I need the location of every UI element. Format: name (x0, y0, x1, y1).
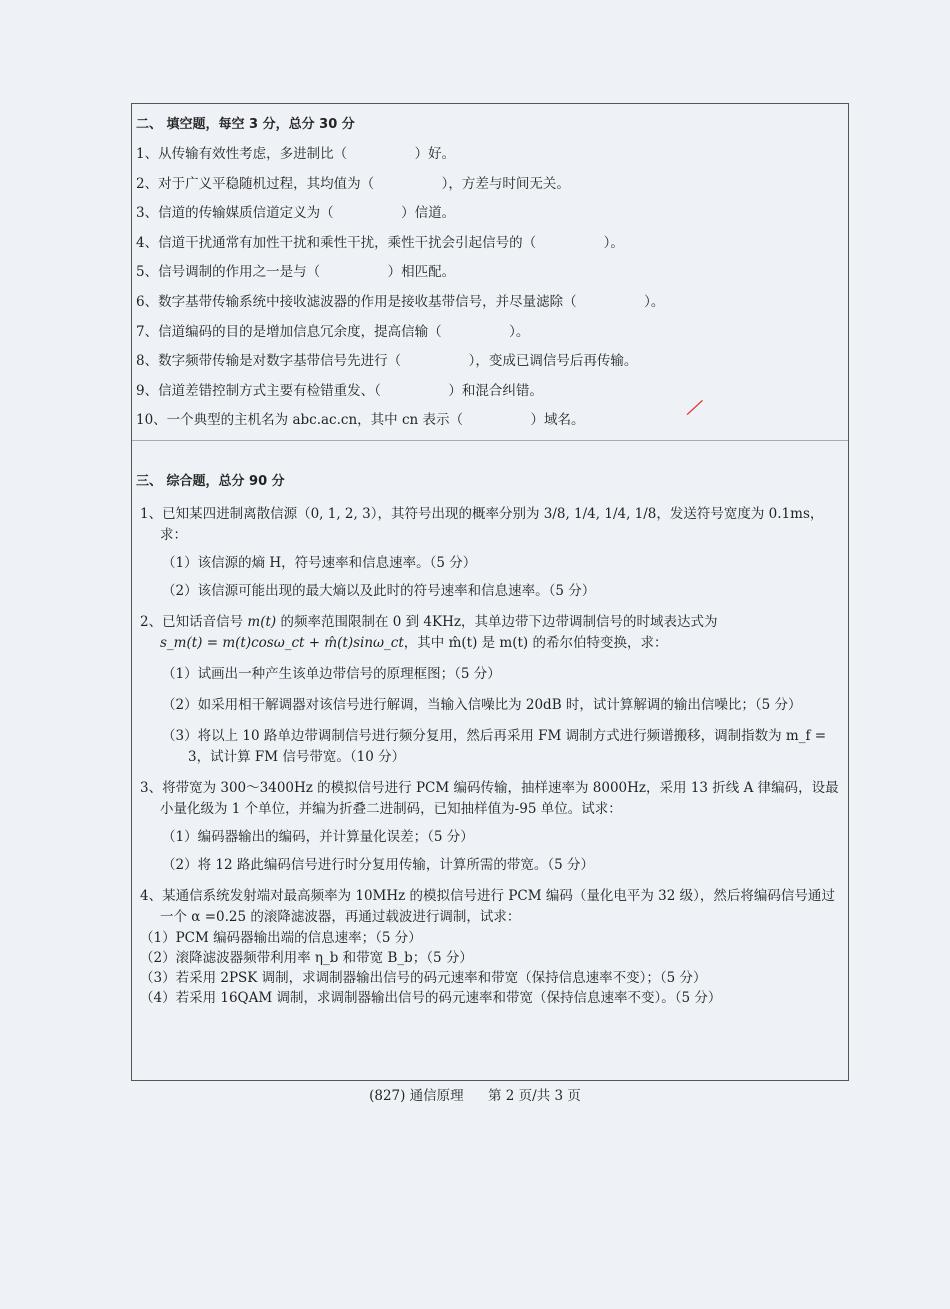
sub-question: （1）该信源的熵 H，符号速率和信息速率。（5 分） (162, 555, 477, 571)
comprehensive-section (132, 467, 848, 1008)
red-pen-mark: ╱ (687, 396, 703, 419)
question-stem: 1、已知某四进制离散信源（0, 1, 2, 3），其符号出现的概率分别为 3/8, 1/4, 1/4, 1/8，发送符号宽度为 0.1ms，求： (140, 506, 824, 543)
fill-item-9: 9、信道差错控制方式主要有检错重发、（ ）和混合纠错。 (136, 382, 543, 399)
fill-item-3: 3、信道的传输媒质信道定义为（ ）信道。 (136, 205, 456, 222)
question-formula-line: s_m(t) = m(t)cosω_ct + m̂(t)sinω_ct，其中 m̂(t) 是 m(t) 的希尔伯特变换，求： (160, 635, 668, 651)
sub-question: （1）试画出一种产生该单边带信号的原理框图；（5 分） (162, 666, 501, 682)
question-2 (136, 612, 848, 768)
page-footer (0, 1084, 950, 1104)
question-stem: 4、某通信系统发射端对最高频率为 10MHz 的模拟信号进行 PCM 编码（量化电平为 32 级），然后将编码信号通过一个 α =0.25 的滚降滤波器，再通过载波进行调制，试求： (140, 888, 835, 925)
formula: s_m(t) = m(t)cosω_ct + m̂(t)sinω_ct (160, 635, 404, 651)
question-1 (136, 504, 848, 602)
sub-question: （1）编码器输出的编码，并计算量化误差；（5 分） (162, 829, 474, 845)
section-divider (132, 440, 848, 441)
section-title: 二、 填空题，每空 3 分，总分 30 分 (136, 117, 355, 132)
question-stem: 3、将带宽为 300～3400Hz 的模拟信号进行 PCM 编码传输，抽样速率为 8000Hz，采用 13 折线 A 律编码，设最小量化级为 1 个单位，并编为折叠二进制码，已知抽样值为-95 单位。试求： (140, 780, 839, 817)
sub-question: （2）滚降滤波器频带利用率 η_b 和带宽 B_b；（5 分） (140, 950, 473, 966)
question-3 (136, 778, 848, 876)
sub-question: （2）该信源可能出现的最大熵以及此时的符号速率和信息速率。（5 分） (162, 583, 596, 599)
sub-question: （3）若采用 2PSK 调制，求调制器输出信号的码元速率和带宽（保持信息速率不变）；（5 分） (140, 970, 707, 986)
sub-question: （1）PCM 编码器输出端的信息速率；（5 分） (140, 930, 422, 946)
sub-question: （3）将以上 10 路单边带调制信号进行频分复用，然后再采用 FM 调制方式进行频谱搬移，调制指数为 m_f = 3，试计算 FM 信号带宽。（10 分） (162, 728, 827, 765)
fill-item-10: 10、一个典型的主机名为 abc.ac.cn，其中 cn 表示（ ）域名。 (136, 412, 585, 429)
fill-item-8: 8、数字频带传输是对数字基带信号先进行（ ），变成已调信号后再传输。 (136, 353, 638, 370)
fill-item-2: 2、对于广义平稳随机过程，其均值为（ ），方差与时间无关。 (136, 175, 570, 192)
page-number: 第 2 页/共 3 页 (487, 1088, 581, 1104)
exam-page-frame (131, 103, 849, 1081)
fill-in-section (132, 110, 848, 436)
fill-item-7: 7、信道编码的目的是增加信息冗余度，提高信输（ ）。 (136, 323, 530, 340)
sub-question: （2）将 12 路此编码信号进行时分复用传输，计算所需的带宽。（5 分） (162, 857, 594, 873)
sub-question: （4）若采用 16QAM 调制，求调制器输出信号的码元速率和带宽（保持信息速率不变）。（5 分） (140, 990, 722, 1006)
fill-item-5: 5、信号调制的作用之一是与（ ）相匹配。 (136, 264, 456, 281)
fill-item-1: 1、从传输有效性考虑，多进制比（ ）好。 (136, 146, 456, 162)
fill-item-6: 6、数字基带传输系统中接收滤波器的作用是接收基带信号，并尽量滤除（ ）。 (136, 293, 665, 310)
course-name: (827) 通信原理 (369, 1088, 464, 1104)
question-stem: 2、已知话音信号 m(t) 的频率范围限制在 0 到 4KHz，其单边带下边带调制信号的时域表达式为 (140, 614, 718, 630)
fill-item-4: 4、信道干扰通常有加性干扰和乘性干扰，乘性干扰会引起信号的（ ）。 (136, 234, 624, 251)
sub-question: （2）如采用相干解调器对该信号进行解调，当输入信噪比为 20dB 时，试计算解调的输出信噪比；（5 分） (162, 697, 802, 713)
section-title: 三、 综合题，总分 90 分 (136, 474, 285, 489)
question-4 (136, 886, 848, 1008)
